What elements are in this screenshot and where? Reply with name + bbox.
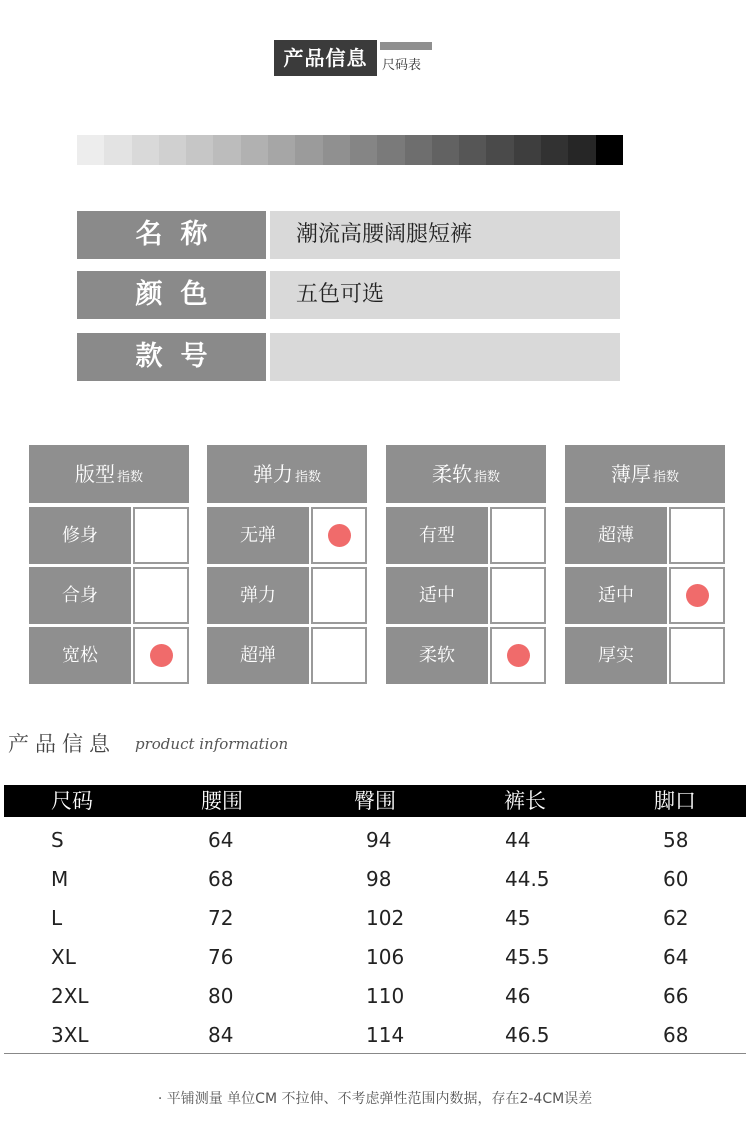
size-table-header	[4, 785, 746, 817]
info-key: 名称	[77, 211, 266, 259]
option-label: 宽松	[29, 627, 131, 684]
card-title: 柔软	[431, 462, 472, 486]
table-row	[4, 977, 746, 1016]
info-value	[270, 333, 620, 381]
column-header: 脚口	[654, 789, 696, 813]
card-title-suffix: 指数	[652, 470, 679, 485]
table-row	[4, 860, 746, 899]
header-badge	[274, 40, 444, 76]
column-header: 臀围	[354, 789, 396, 813]
column-header: 腰围	[201, 789, 243, 813]
option-label: 厚实	[565, 627, 667, 684]
table-row	[4, 938, 746, 977]
table-bottom-rule	[4, 1053, 746, 1054]
column-header: 裤长	[504, 789, 546, 813]
gradient-swatch	[377, 135, 404, 165]
card-header	[386, 445, 546, 503]
waist-cell: 80	[208, 984, 234, 1008]
length-cell: 45	[505, 906, 531, 930]
selected-dot-icon	[150, 644, 173, 667]
card-title-suffix: 指数	[294, 470, 321, 485]
option-label: 有型	[386, 507, 488, 564]
hip-cell: 106	[366, 945, 405, 969]
gradient-swatch	[213, 135, 240, 165]
gradient-swatch	[541, 135, 568, 165]
hem-cell: 68	[663, 1023, 689, 1047]
card-option	[207, 627, 367, 684]
length-cell: 46	[505, 984, 531, 1008]
option-box	[311, 507, 367, 564]
info-value: 五色可选	[270, 271, 620, 319]
gradient-swatch	[514, 135, 541, 165]
option-box	[133, 507, 189, 564]
gradient-swatch	[104, 135, 131, 165]
gradient-swatch	[596, 135, 623, 165]
length-cell: 46.5	[505, 1023, 550, 1047]
hem-cell: 64	[663, 945, 689, 969]
option-label: 适中	[386, 567, 488, 624]
gradient-swatch	[241, 135, 268, 165]
header-accent-bar	[380, 42, 432, 50]
gradient-swatch	[405, 135, 432, 165]
info-key: 款号	[77, 333, 266, 381]
card-title-suffix: 指数	[473, 470, 500, 485]
info-row-style-number	[77, 333, 620, 381]
gradient-swatch	[432, 135, 459, 165]
option-label: 合身	[29, 567, 131, 624]
option-box	[490, 507, 546, 564]
waist-cell: 84	[208, 1023, 234, 1047]
waist-cell: 64	[208, 828, 234, 852]
card-header	[29, 445, 189, 503]
info-key: 颜色	[77, 271, 266, 319]
selected-dot-icon	[507, 644, 530, 667]
hip-cell: 114	[366, 1023, 405, 1047]
hem-cell: 58	[663, 828, 689, 852]
hem-cell: 66	[663, 984, 689, 1008]
card-option	[386, 627, 546, 684]
card-option	[386, 507, 546, 564]
card-option	[565, 567, 725, 624]
gradient-swatch	[132, 135, 159, 165]
card-option	[386, 567, 546, 624]
option-box	[490, 567, 546, 624]
card-header	[207, 445, 367, 503]
gradient-swatch	[295, 135, 322, 165]
size-cell: 2XL	[51, 984, 89, 1008]
elasticity-index-card	[207, 445, 367, 685]
column-header: 尺码	[51, 789, 93, 813]
option-label: 适中	[565, 567, 667, 624]
waist-cell: 72	[208, 906, 234, 930]
softness-index-card	[386, 445, 546, 685]
card-option	[207, 507, 367, 564]
gradient-swatch	[568, 135, 595, 165]
card-option	[565, 507, 725, 564]
card-option	[29, 567, 189, 624]
length-cell: 44.5	[505, 867, 550, 891]
option-label: 超薄	[565, 507, 667, 564]
info-row-color	[77, 271, 620, 319]
card-option	[29, 507, 189, 564]
card-option	[207, 567, 367, 624]
card-title-suffix: 指数	[116, 470, 143, 485]
card-title: 版型	[74, 462, 115, 486]
option-box	[669, 627, 725, 684]
gradient-strip	[77, 135, 623, 165]
option-box	[311, 627, 367, 684]
gradient-swatch	[350, 135, 377, 165]
card-option	[29, 627, 189, 684]
option-box	[669, 567, 725, 624]
size-cell: 3XL	[51, 1023, 89, 1047]
product-info-title: 产品信息	[8, 732, 116, 756]
option-box	[133, 627, 189, 684]
product-info-subtitle: product information	[135, 735, 289, 753]
option-box	[311, 567, 367, 624]
card-header	[565, 445, 725, 503]
waist-cell: 76	[208, 945, 234, 969]
info-row-name	[77, 211, 620, 259]
hip-cell: 102	[366, 906, 405, 930]
size-cell: XL	[51, 945, 76, 969]
hem-cell: 60	[663, 867, 689, 891]
table-row	[4, 899, 746, 938]
option-label: 超弹	[207, 627, 309, 684]
option-box	[669, 507, 725, 564]
option-label: 柔软	[386, 627, 488, 684]
measurement-note: · 平铺测量 单位CM 不拉伸、不考虑弹性范围内数据，存在2-4CM误差	[157, 1091, 593, 1107]
card-title: 弹力	[252, 462, 293, 486]
hem-cell: 62	[663, 906, 689, 930]
card-title: 薄厚	[610, 462, 651, 486]
length-cell: 45.5	[505, 945, 550, 969]
gradient-swatch	[77, 135, 104, 165]
info-value: 潮流高腰阔腿短裤	[270, 211, 620, 259]
option-label: 弹力	[207, 567, 309, 624]
gradient-swatch	[323, 135, 350, 165]
table-row	[4, 821, 746, 860]
fit-index-card	[29, 445, 189, 685]
gradient-swatch	[268, 135, 295, 165]
hip-cell: 98	[366, 867, 392, 891]
gradient-swatch	[459, 135, 486, 165]
selected-dot-icon	[686, 584, 709, 607]
length-cell: 44	[505, 828, 531, 852]
hip-cell: 110	[366, 984, 405, 1008]
header-subtitle: 尺码表	[382, 58, 422, 73]
option-box	[490, 627, 546, 684]
table-row	[4, 1016, 746, 1055]
option-box	[133, 567, 189, 624]
size-cell: L	[51, 906, 63, 930]
hip-cell: 94	[366, 828, 392, 852]
waist-cell: 68	[208, 867, 234, 891]
thickness-index-card	[565, 445, 725, 685]
gradient-swatch	[486, 135, 513, 165]
size-cell: M	[51, 867, 69, 891]
size-cell: S	[51, 828, 64, 852]
card-option	[565, 627, 725, 684]
header-title: 产品信息	[274, 40, 377, 76]
gradient-swatch	[159, 135, 186, 165]
selected-dot-icon	[328, 524, 351, 547]
option-label: 无弹	[207, 507, 309, 564]
gradient-swatch	[186, 135, 213, 165]
option-label: 修身	[29, 507, 131, 564]
